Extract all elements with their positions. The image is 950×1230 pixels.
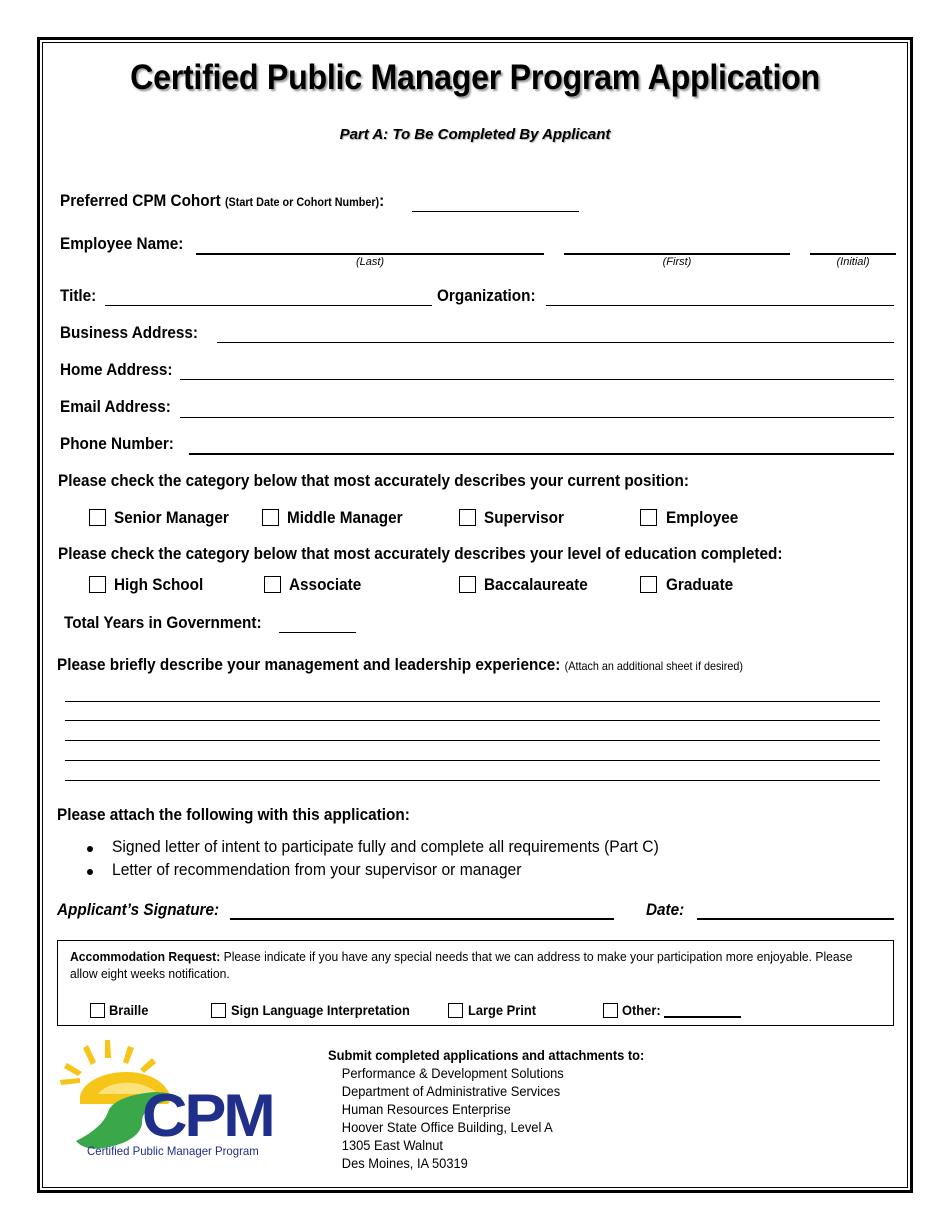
other-checkbox[interactable] xyxy=(603,1003,618,1018)
sign-language-label: Sign Language Interpretation xyxy=(231,1002,410,1018)
experience-line-2[interactable] xyxy=(65,720,880,721)
address-line: Performance & Development Solutions xyxy=(341,1065,564,1081)
graduate-label: Graduate xyxy=(666,575,734,594)
address-line: Hoover State Office Building, Level A xyxy=(341,1119,553,1135)
address-line: Human Resources Enterprise xyxy=(341,1101,511,1117)
first-name-hint: (First) xyxy=(662,256,692,268)
experience-line-4[interactable] xyxy=(65,760,880,761)
address-line: Department of Administrative Services xyxy=(341,1083,561,1099)
address-line: 1305 East Walnut xyxy=(341,1137,443,1153)
date-field[interactable] xyxy=(697,918,894,920)
large-print-label: Large Print xyxy=(468,1002,536,1018)
years-label: Total Years in Government: xyxy=(64,613,262,632)
other-field[interactable] xyxy=(664,1016,741,1018)
braille-checkbox[interactable] xyxy=(90,1003,105,1018)
employee-label: Employee xyxy=(666,508,739,527)
attach-label: Please attach the following with this application: xyxy=(57,805,410,824)
cohort-field[interactable] xyxy=(412,211,579,212)
attachment-item-1: Signed letter of intent to participate fully and complete all requirements (Part C) xyxy=(112,837,659,856)
large-print-checkbox[interactable] xyxy=(448,1003,463,1018)
employee-name-label: Employee Name: xyxy=(60,234,184,253)
middle-manager-label: Middle Manager xyxy=(287,508,403,527)
experience-line-1[interactable] xyxy=(65,701,880,702)
email-address-field[interactable] xyxy=(180,417,894,418)
accommodation-text xyxy=(70,949,861,983)
senior-manager-checkbox[interactable] xyxy=(89,509,106,526)
organization-label: Organization: xyxy=(437,286,536,305)
business-address-label: Business Address: xyxy=(60,323,199,342)
submit-block xyxy=(328,1046,644,1172)
home-address-label: Home Address: xyxy=(60,360,173,379)
graduate-checkbox[interactable] xyxy=(640,576,657,593)
logo-letters: CPM xyxy=(142,1082,273,1149)
signature-field[interactable] xyxy=(230,918,614,920)
bullet-2-icon xyxy=(87,869,93,875)
cohort-hint: (Start Date or Cohort Number) xyxy=(224,195,380,209)
date-label: Date: xyxy=(646,900,685,919)
cohort-colon: : xyxy=(379,191,385,210)
associate-checkbox[interactable] xyxy=(264,576,281,593)
education-question: Please check the category below that most accurately describes your level of education completed: xyxy=(58,544,783,563)
logo-caption: Certified Public Manager Program xyxy=(87,1144,259,1158)
senior-manager-label: Senior Manager xyxy=(114,508,229,527)
experience-label-group xyxy=(57,655,743,675)
other-label: Other: xyxy=(622,1002,661,1018)
cohort-label-group xyxy=(60,191,384,211)
initial-hint: (Initial) xyxy=(836,256,870,268)
high-school-label: High School xyxy=(114,575,204,594)
position-question: Please check the category below that most accurately describes your current position: xyxy=(58,471,689,490)
middle-manager-checkbox[interactable] xyxy=(262,509,279,526)
associate-label: Associate xyxy=(289,575,362,594)
home-address-field[interactable] xyxy=(180,379,894,380)
experience-line-3[interactable] xyxy=(65,740,880,741)
years-field[interactable] xyxy=(279,632,356,633)
submit-heading: Submit completed applications and attachments to: xyxy=(328,1047,645,1063)
bullet-1-icon xyxy=(87,846,93,852)
cpm-logo xyxy=(58,1036,288,1166)
email-address-label: Email Address: xyxy=(60,397,171,416)
first-name-field[interactable] xyxy=(564,253,790,255)
experience-hint: (Attach an additional sheet if desired) xyxy=(564,659,743,673)
last-name-hint: (Last) xyxy=(355,256,385,268)
business-address-field[interactable] xyxy=(217,342,894,343)
accommodation-description: Please indicate if you have any special needs that we can address to make your participation more enjoyable. Please allow eight weeks notification. xyxy=(70,950,853,981)
title-label: Title: xyxy=(60,286,97,305)
form-title: Certified Public Manager Program Application xyxy=(130,58,820,97)
sign-language-checkbox[interactable] xyxy=(211,1003,226,1018)
last-name-field[interactable] xyxy=(196,253,544,255)
employee-checkbox[interactable] xyxy=(640,509,657,526)
high-school-checkbox[interactable] xyxy=(89,576,106,593)
form-subtitle: Part A: To Be Completed By Applicant xyxy=(339,126,611,143)
signature-label: Applicant’s Signature: xyxy=(57,900,220,919)
baccalaureate-label: Baccalaureate xyxy=(484,575,588,594)
phone-number-field[interactable] xyxy=(189,453,894,455)
braille-label: Braille xyxy=(109,1002,149,1018)
cohort-label: Preferred CPM Cohort xyxy=(60,191,221,210)
title-field[interactable] xyxy=(105,305,432,306)
phone-number-label: Phone Number: xyxy=(60,434,174,453)
experience-line-5[interactable] xyxy=(65,780,880,781)
attachment-item-2: Letter of recommendation from your supervisor or manager xyxy=(112,860,522,879)
accommodation-label: Accommodation Request: xyxy=(70,950,221,964)
baccalaureate-checkbox[interactable] xyxy=(459,576,476,593)
supervisor-checkbox[interactable] xyxy=(459,509,476,526)
experience-label: Please briefly describe your management and leadership experience: xyxy=(57,655,561,674)
organization-field[interactable] xyxy=(546,305,894,306)
supervisor-label: Supervisor xyxy=(484,508,564,527)
address-line: Des Moines, IA 50319 xyxy=(341,1155,468,1171)
initial-field[interactable] xyxy=(810,253,896,255)
